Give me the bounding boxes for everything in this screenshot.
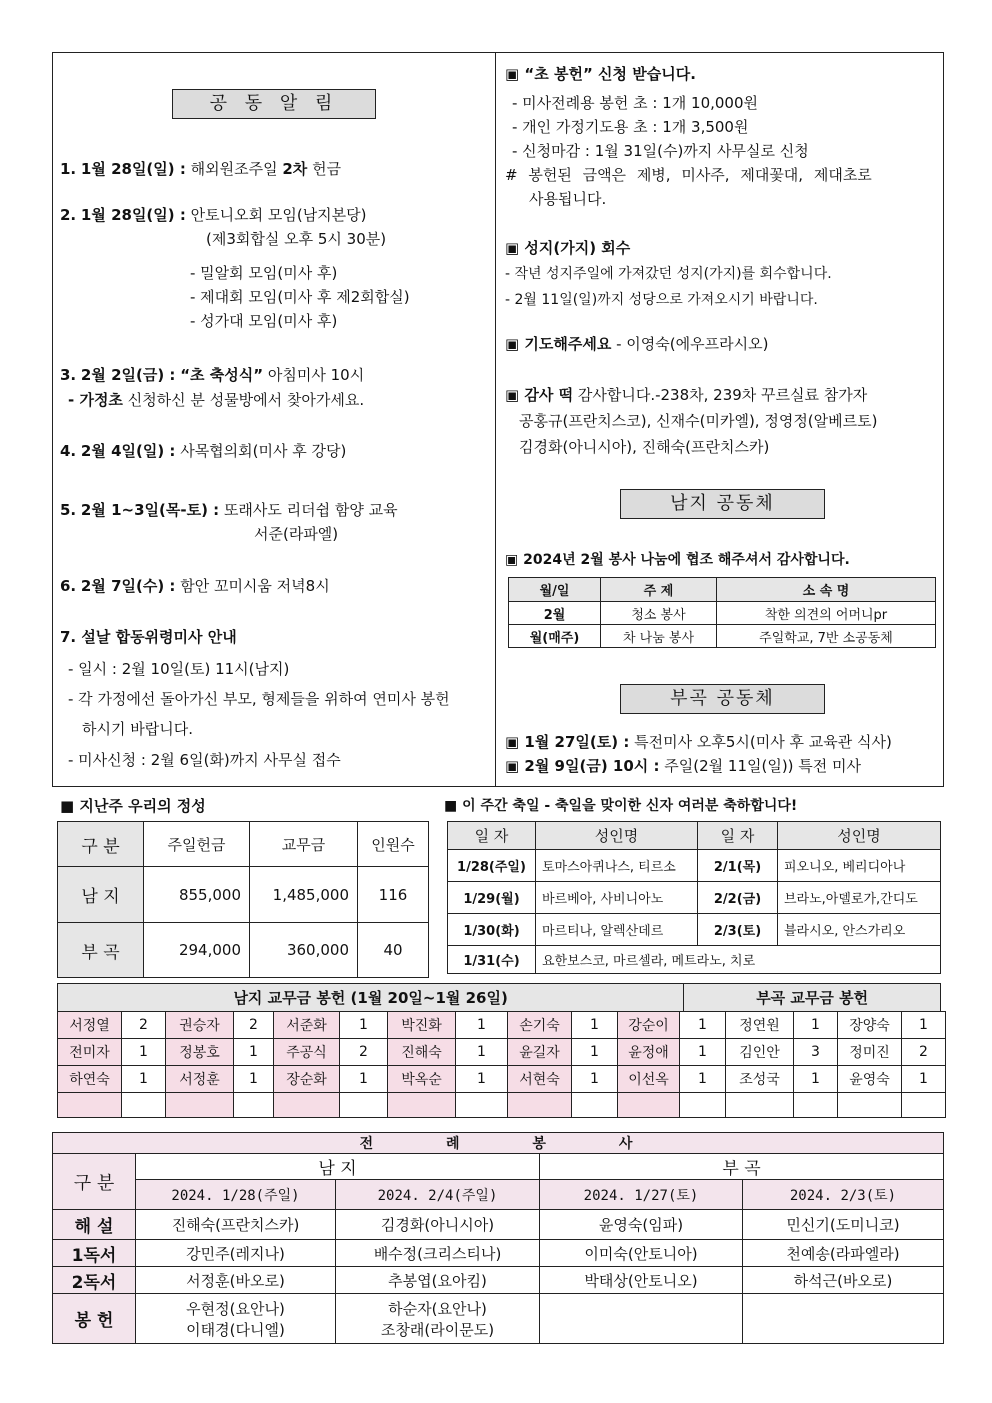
feast-th-saint: 성인명 [536,822,698,850]
namji-cell: 월(매주) [509,625,601,648]
liturgy-cell [743,1294,944,1344]
dues-count-cell: 1 [456,1012,508,1039]
dues-count-cell [902,1093,946,1118]
notice-item-1 [60,158,341,179]
dues-name-cell: 박진화 [388,1012,456,1039]
offering-th-dues: 교무금 [250,822,358,867]
offering-heading: ■ 지난주 우리의 정성 [60,797,206,815]
dues-count-cell: 1 [456,1039,508,1066]
dues-name-cell: 서현숙 [508,1066,572,1093]
dues-count-cell: 2 [122,1012,166,1039]
dues-count-cell: 1 [794,1012,838,1039]
liturgy-cell: 추봉엽(요아킴) [336,1267,540,1294]
liturgy-date: 2024. 1/28(주일) [136,1180,336,1210]
liturgy-cell: 윤영숙(임파) [540,1210,743,1240]
dues-name-cell [618,1093,680,1118]
item-3-num: 3. [60,366,77,384]
thanks-heading: ▣ 감사 떡 [505,386,574,404]
namji-heading: ▣ 2024년 2월 봉사 나눔에 협조 해주셔서 감사합니다. [505,552,850,568]
liturgy-title: 전 례 봉 사 [53,1133,944,1154]
sub-item-3: - 성가대 모임(미사 후) [190,312,338,330]
dues-count-cell: 1 [340,1066,388,1093]
dues-count-cell [794,1093,838,1118]
liturgy-cell: 박태상(안토니오) [540,1267,743,1294]
liturgy-cell: 민신기(도미니코) [743,1210,944,1240]
notice-item-4 [60,440,346,461]
bugok-line-1-bold: ▣ 1월 27일(토) : [505,733,630,751]
offering-cell: 855,000 [144,867,250,923]
liturgy-date: 2024. 2/4(주일) [336,1180,540,1210]
feast-th-saint2: 성인명 [778,822,941,850]
liturgy-date: 2024. 2/3(토) [743,1180,944,1210]
sub-item-1: - 밀알회 모임(미사 후) [190,264,338,282]
feast-th-date: 일 자 [448,822,536,850]
feast-cell: 요한보스코, 마르셀라, 메트라노, 치로 [536,946,941,974]
item-7-line4: - 미사신청 : 2월 6일(화)까지 사무실 접수 [68,751,341,769]
dues-name-cell: 조성국 [726,1066,794,1093]
dues-name-cell: 이선옥 [618,1066,680,1093]
candle-note-1: # 봉헌된 금액은 제병, 미사주, 제대꽃대, 제대초로 [505,166,872,184]
dues-count-cell [340,1093,388,1118]
bugok-line-2 [505,755,861,776]
table-row [58,1012,946,1039]
dues-name-cell: 전미자 [58,1039,122,1066]
dues-name-cell: 서정열 [58,1012,122,1039]
namji-title: 남지 공동체 [620,489,825,519]
dues-name-cell: 진해숙 [388,1039,456,1066]
bugok-title: 부곡 공동체 [620,684,825,714]
dues-name-cell: 하연숙 [58,1066,122,1093]
item-6-num: 6. [60,577,77,595]
liturgy-date: 2024. 1/27(토) [540,1180,743,1210]
bugok-line-2-bold: ▣ 2월 9일(금) 10시 : [505,757,660,775]
candle-line-1: - 미사전례용 봉헌 초 : 1개 10,000원 [512,94,759,112]
item-1-tail: 헌금 [312,160,342,178]
item-1-bold: 2차 [282,160,308,178]
notice-item-5 [60,499,398,520]
dues-count-cell: 1 [572,1039,618,1066]
dues-count-cell: 2 [902,1039,946,1066]
dues-count-cell: 1 [234,1066,274,1093]
dues-count-cell: 1 [680,1012,726,1039]
dues-name-cell: 권승자 [166,1012,234,1039]
offering-row-label: 부 곡 [58,923,144,978]
item-3-text: 아침미사 10시 [267,366,365,384]
dues-body-table [57,1011,946,1118]
namji-th-group: 소 속 명 [717,578,936,602]
dues-name-cell: 윤영숙 [838,1066,902,1093]
offering-cell: 116 [358,867,429,923]
table-row [448,850,941,882]
feast-cell: 마르티나, 알렉산데르 [536,914,698,946]
table-row [58,1066,946,1093]
liturgy-cell: 서정훈(바오로) [136,1267,336,1294]
table-row [58,1093,946,1118]
namji-service-table [508,577,936,648]
item-5-date: 2월 1~3일(목-토) : [80,501,220,519]
dues-count-cell: 1 [794,1066,838,1093]
liturgy-cell: 강민주(레지나) [136,1240,336,1267]
dues-count-cell: 1 [456,1066,508,1093]
dues-count-cell [234,1093,274,1118]
dues-name-cell [508,1093,572,1118]
feast-cell: 피오니오, 베리디아나 [778,850,941,882]
dues-count-cell [456,1093,508,1118]
thanks-line [505,384,867,405]
item-3-date: 2월 2일(금) : [80,366,176,384]
offering-cell: 1,485,000 [250,867,358,923]
offering-th-label: 구 분 [58,822,144,867]
offering-row-label: 남 지 [58,867,144,923]
item-1-text: 해외원조주일 [190,160,278,178]
palm-line-2: - 2월 11일(일)까지 성당으로 가져오시기 바랍니다. [505,292,818,308]
liturgy-cell: 천예송(라파엘라) [743,1240,944,1267]
candle-heading: ▣ “초 봉헌” 신청 받습니다. [505,65,696,83]
dues-name-cell [388,1093,456,1118]
item-7-num: 7. [60,628,77,646]
bugok-line-1 [505,731,892,752]
notice-title: 공 동 알 림 [172,89,376,119]
notice-item-2 [60,204,367,225]
liturgy-cell: 배수정(크리스티나) [336,1240,540,1267]
dues-name-cell [166,1093,234,1118]
prayer-heading: ▣ 기도해주세요 [505,335,612,353]
item-5-text: 또래사도 리더쉽 함양 교육 [223,501,398,519]
item-7-line3: 하시기 바랍니다. [82,720,193,738]
liturgy-cell-line: 조창래(라이문도) [380,1320,495,1339]
dues-count-cell: 1 [122,1039,166,1066]
offering-cell: 40 [358,923,429,978]
namji-cell: 청소 봉사 [601,602,717,625]
feast-cell: 2/3(토) [698,914,778,946]
dues-name-cell: 윤정애 [618,1039,680,1066]
feast-cell: 1/28(주일) [448,850,536,882]
dues-name-cell: 윤길자 [508,1039,572,1066]
feast-cell: 2/2(금) [698,882,778,914]
table-row [448,914,941,946]
thanks-line-2: 공홍규(프란치스코), 신재수(미카엘), 정영정(알베르토) [519,412,878,430]
liturgy-namji-header: 남 지 [136,1154,540,1180]
item-1-date: 1월 28일(일) : [80,160,186,178]
item-2-text: 안토니오회 모임(남지본당) [190,206,367,224]
candle-line-3: - 신청마감 : 1월 31일(수)까지 사무실로 신청 [512,142,809,160]
dues-bugok-title: 부곡 교무금 봉헌 [684,984,941,1012]
dues-count-cell: 1 [680,1039,726,1066]
item-6-text: 함안 꼬미시움 저녁8시 [180,577,330,595]
table-row [58,867,429,923]
dues-name-cell [838,1093,902,1118]
dues-count-cell [122,1093,166,1118]
liturgy-row-label: 해 설 [53,1210,136,1240]
offering-th-count: 인원수 [358,822,429,867]
notice-item-3 [60,364,364,385]
dues-name-cell: 주공식 [274,1039,340,1066]
dues-count-cell: 2 [234,1012,274,1039]
dues-name-cell: 정봉호 [166,1039,234,1066]
palm-heading: ▣ 성지(가지) 회수 [505,239,631,257]
feast-cell: 1/31(수) [448,946,536,974]
namji-cell: 차 나눔 봉사 [601,625,717,648]
bugok-line-2-text: 주일(2월 11일(일)) 특전 미사 [664,757,862,775]
item-4-date: 2월 4일(일) : [80,442,176,460]
liturgy-cell-line: 하순자(요안나) [388,1299,487,1318]
bugok-line-1-text: 특전미사 오후5시(미사 후 교육관 식사) [634,733,892,751]
table-row [53,1210,944,1240]
item-3-line2 [68,389,364,410]
item-3-line2-text: 신청하신 분 성물방에서 찾아가세요. [127,391,365,409]
item-7-line2: - 각 가정에선 돌아가신 부모, 형제들을 위하여 연미사 봉헌 [68,690,450,708]
feast-table [447,821,941,974]
dues-name-cell: 장양숙 [838,1012,902,1039]
dues-name-cell: 손기숙 [508,1012,572,1039]
item-1-num: 1. [60,160,77,178]
dues-name-cell: 장순화 [274,1066,340,1093]
prayer-line [505,333,768,354]
dues-count-cell: 1 [680,1066,726,1093]
item-6-date: 2월 7일(수) : [80,577,176,595]
item-4-text: 사목협의회(미사 후 강당) [180,442,347,460]
thanks-line-3: 김경화(아니시아), 진해숙(프란치스카) [519,438,770,456]
feast-cell: 2/1(목) [698,850,778,882]
dues-name-cell [726,1093,794,1118]
notice-item-7 [60,626,237,647]
dues-name-cell: 서준화 [274,1012,340,1039]
candle-note-2: 사용됩니다. [529,190,607,208]
liturgy-bugok-header: 부 곡 [540,1154,944,1180]
namji-cell: 2월 [509,602,601,625]
dues-name-cell [58,1093,122,1118]
liturgy-table [52,1132,944,1344]
item-7-text: 설날 합동위령미사 안내 [81,628,237,646]
offering-th-sunday: 주일헌금 [144,822,250,867]
column-divider [495,52,496,787]
feast-cell: 브라노,아델로가,간디도 [778,882,941,914]
liturgy-row-label: 2독서 [53,1267,136,1294]
dues-count-cell [680,1093,726,1118]
liturgy-cell-line: 우현정(요안나) [186,1299,285,1318]
liturgy-row-label: 봉 헌 [53,1294,136,1344]
item-4-num: 4. [60,442,77,460]
dues-count-cell: 1 [902,1012,946,1039]
liturgy-col-label: 구 분 [53,1154,136,1210]
dues-count-cell: 1 [902,1066,946,1093]
feast-th-date2: 일 자 [698,822,778,850]
table-row [53,1240,944,1267]
liturgy-cell: 이미숙(안토니아) [540,1240,743,1267]
offering-cell: 360,000 [250,923,358,978]
liturgy-cell [540,1294,743,1344]
dues-count-cell: 3 [794,1039,838,1066]
dues-name-cell: 김인안 [726,1039,794,1066]
item-3-bold: “초 축성식” [180,366,264,384]
item-5-line2: 서준(라파엘) [254,525,339,543]
item-2-line2: (제3회합실 오후 5시 30분) [206,230,387,248]
liturgy-row-label: 1독서 [53,1240,136,1267]
feast-cell: 1/30(화) [448,914,536,946]
liturgy-cell [136,1294,336,1344]
dues-table [57,983,941,1012]
dues-name-cell: 서정훈 [166,1066,234,1093]
dues-count-cell: 1 [572,1066,618,1093]
offering-cell: 294,000 [144,923,250,978]
feast-cell: 1/29(월) [448,882,536,914]
item-3-line2-bold: - 가정초 [68,391,123,409]
namji-th-topic: 주 제 [601,578,717,602]
dues-count-cell: 1 [234,1039,274,1066]
table-row [53,1267,944,1294]
namji-cell: 주일학교, 7반 소공동체 [717,625,936,648]
dues-name-cell: 박옥순 [388,1066,456,1093]
liturgy-cell: 진해숙(프란치스카) [136,1210,336,1240]
dues-name-cell: 정미진 [838,1039,902,1066]
dues-count-cell: 1 [572,1012,618,1039]
table-row [58,923,429,978]
table-row [509,625,936,648]
namji-th-date: 월/일 [509,578,601,602]
feast-cell: 토마스아퀴나스, 티르소 [536,850,698,882]
item-5-num: 5. [60,501,77,519]
table-row [448,946,941,974]
item-2-num: 2. [60,206,77,224]
feast-heading: ■ 이 주간 축일 - 축일을 맞이한 신자 여러분 축하합니다! [444,798,798,814]
sub-item-2: - 제대회 모임(미사 후 제2회합실) [190,288,410,306]
table-row [448,882,941,914]
liturgy-cell: 하석근(바오로) [743,1267,944,1294]
dues-name-cell: 정연원 [726,1012,794,1039]
notice-item-6 [60,575,330,596]
dues-name-cell: 강순이 [618,1012,680,1039]
table-row [58,1039,946,1066]
table-row [509,602,936,625]
dues-count-cell: 2 [340,1039,388,1066]
feast-cell: 바르베아, 사비니아노 [536,882,698,914]
dues-count-cell: 1 [122,1066,166,1093]
item-2-date: 1월 28일(일) : [80,206,186,224]
feast-cell: 블라시오, 안스가리오 [778,914,941,946]
table-row [53,1294,944,1344]
dues-count-cell [572,1093,618,1118]
prayer-text: - 이영숙(에우프라시오) [616,335,769,353]
dues-name-cell [274,1093,340,1118]
dues-namji-title: 남지 교무금 봉헌 (1월 20일~1월 26일) [58,984,684,1012]
offering-table [57,821,429,978]
palm-line-1: - 작년 성지주일에 가져갔던 성지(가지)를 회수합니다. [505,266,832,282]
namji-cell: 착한 의견의 어머니pr [717,602,936,625]
liturgy-cell: 김경화(아니시아) [336,1210,540,1240]
dues-count-cell: 1 [340,1012,388,1039]
item-7-line1: - 일시 : 2월 10일(토) 11시(남지) [68,660,290,678]
liturgy-cell [336,1294,540,1344]
liturgy-cell-line: 이태경(다니엘) [186,1320,285,1339]
thanks-line-1: 감사합니다.-238차, 239차 꾸르실료 참가자 [577,386,868,404]
candle-line-2: - 개인 가정기도용 초 : 1개 3,500원 [512,118,749,136]
